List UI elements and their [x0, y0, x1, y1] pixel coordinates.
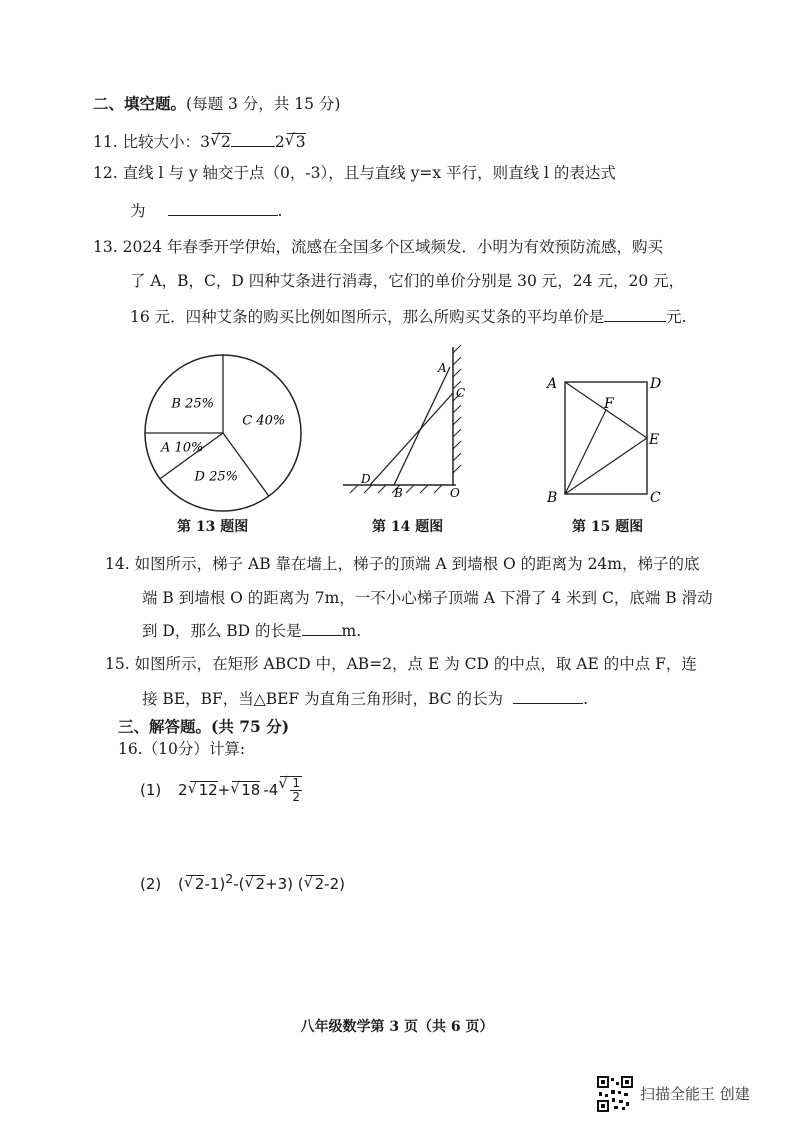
- label-A: A: [547, 376, 558, 392]
- answer-blank-14[interactable]: [302, 621, 342, 636]
- section-3-heading: 三、解答题。(共 75 分): [118, 717, 290, 736]
- figure-13-caption: 第 13 题图: [177, 519, 249, 535]
- pie-label-d: D 25%: [194, 469, 239, 485]
- question-13-line3: 16 元．四种艾条的购买比例如图所示，那么所购买艾条的平均单价是 元.: [130, 308, 687, 326]
- sqrt-3: √ 3: [287, 133, 306, 150]
- segment-BE: [565, 438, 647, 494]
- label-O: O: [450, 486, 460, 500]
- section-heading: 二、填空题。(每题 3 分，共 15 分): [93, 94, 341, 113]
- label-F: F: [604, 396, 614, 412]
- question-12-line2: 为 .: [130, 202, 283, 220]
- question-15-line1: 15. 如图所示，在矩形 ABCD 中，AB=2，点 E 为 CD 的中点，取 AE 的中点 F，连: [105, 655, 697, 673]
- page-footer: 八年级数学第 3 页（共 6 页）: [300, 1019, 494, 1035]
- ladder-AB: [394, 367, 450, 485]
- question-15-line2: 接 BE，BF，当△BEF 为直角三角形时，BC 的长为 .: [142, 690, 588, 708]
- pie-slice-d-edge: [223, 433, 269, 496]
- label-C: C: [456, 386, 466, 400]
- question-13-line2: 了 A，B，C，D 四种艾条进行消毒，它们的单价分别是 30 元，24 元，20 元，: [130, 272, 685, 290]
- question-16-heading: 16.（10分）计算:: [118, 740, 246, 758]
- answer-blank-12[interactable]: [168, 201, 278, 216]
- label-B: B: [394, 486, 403, 500]
- question-14-line2: 端 B 到墙根 O 的距离为 7m，一不小心梯子顶端 A 下滑了 4 米到 C，底端 B 滑动: [142, 589, 713, 607]
- figure-14-ladder-diagram: [338, 345, 478, 505]
- question-11: 11. 比较大小：3√ 2 2√ 3: [93, 131, 306, 153]
- question-12-line1: 12. 直线 l 与 y 轴交于点（0，-3），且与直线 y=x 平行，则直线 l 的表达式: [93, 164, 616, 182]
- wall-hatching: [453, 345, 461, 473]
- question-14-line1: 14. 如图所示，梯子 AB 靠在墙上，梯子的顶端 A 到墙根 O 的距离为 24m，梯子的底: [105, 555, 700, 573]
- segment-BF: [565, 410, 606, 494]
- figure-15-caption: 第 15 题图: [572, 519, 644, 535]
- qr-code-icon: [597, 1076, 633, 1112]
- answer-blank-11[interactable]: [231, 132, 275, 147]
- label-A: A: [438, 361, 447, 375]
- question-16-part-2: (2) (√ 2-1)$^2$-(√ 2+3) (√ 2-2): [140, 868, 345, 895]
- pie-label-b: B 25%: [171, 396, 214, 412]
- answer-blank-15[interactable]: [513, 689, 583, 704]
- ladder-CD: [370, 393, 453, 485]
- answer-blank-13[interactable]: [604, 307, 666, 322]
- figure-15-rectangle-diagram: [540, 370, 680, 510]
- label-B: B: [547, 490, 558, 506]
- pie-label-c: C 40%: [242, 413, 286, 429]
- question-13-line1: 13. 2024 年春季开学伊始，流感在全国多个区域频发．小明为有效预防流感，购买: [93, 238, 663, 256]
- pie-label-a: A 10%: [160, 440, 204, 456]
- label-D: D: [650, 376, 662, 392]
- question-14-line3: 到 D，那么 BD 的长是 m.: [142, 622, 362, 640]
- figure-13-pie-chart: [138, 348, 308, 518]
- label-C: C: [650, 490, 661, 506]
- label-E: E: [649, 432, 660, 448]
- question-16-part-1: (1) 2√ 12+√ 18 -4 √ $\frac{1}{2}$: [140, 776, 302, 804]
- watermark-text: 扫描全能王 创建: [640, 1085, 750, 1103]
- figure-14-caption: 第 14 题图: [372, 519, 444, 535]
- label-D: D: [361, 472, 371, 486]
- sqrt-2: √ 2: [212, 133, 231, 150]
